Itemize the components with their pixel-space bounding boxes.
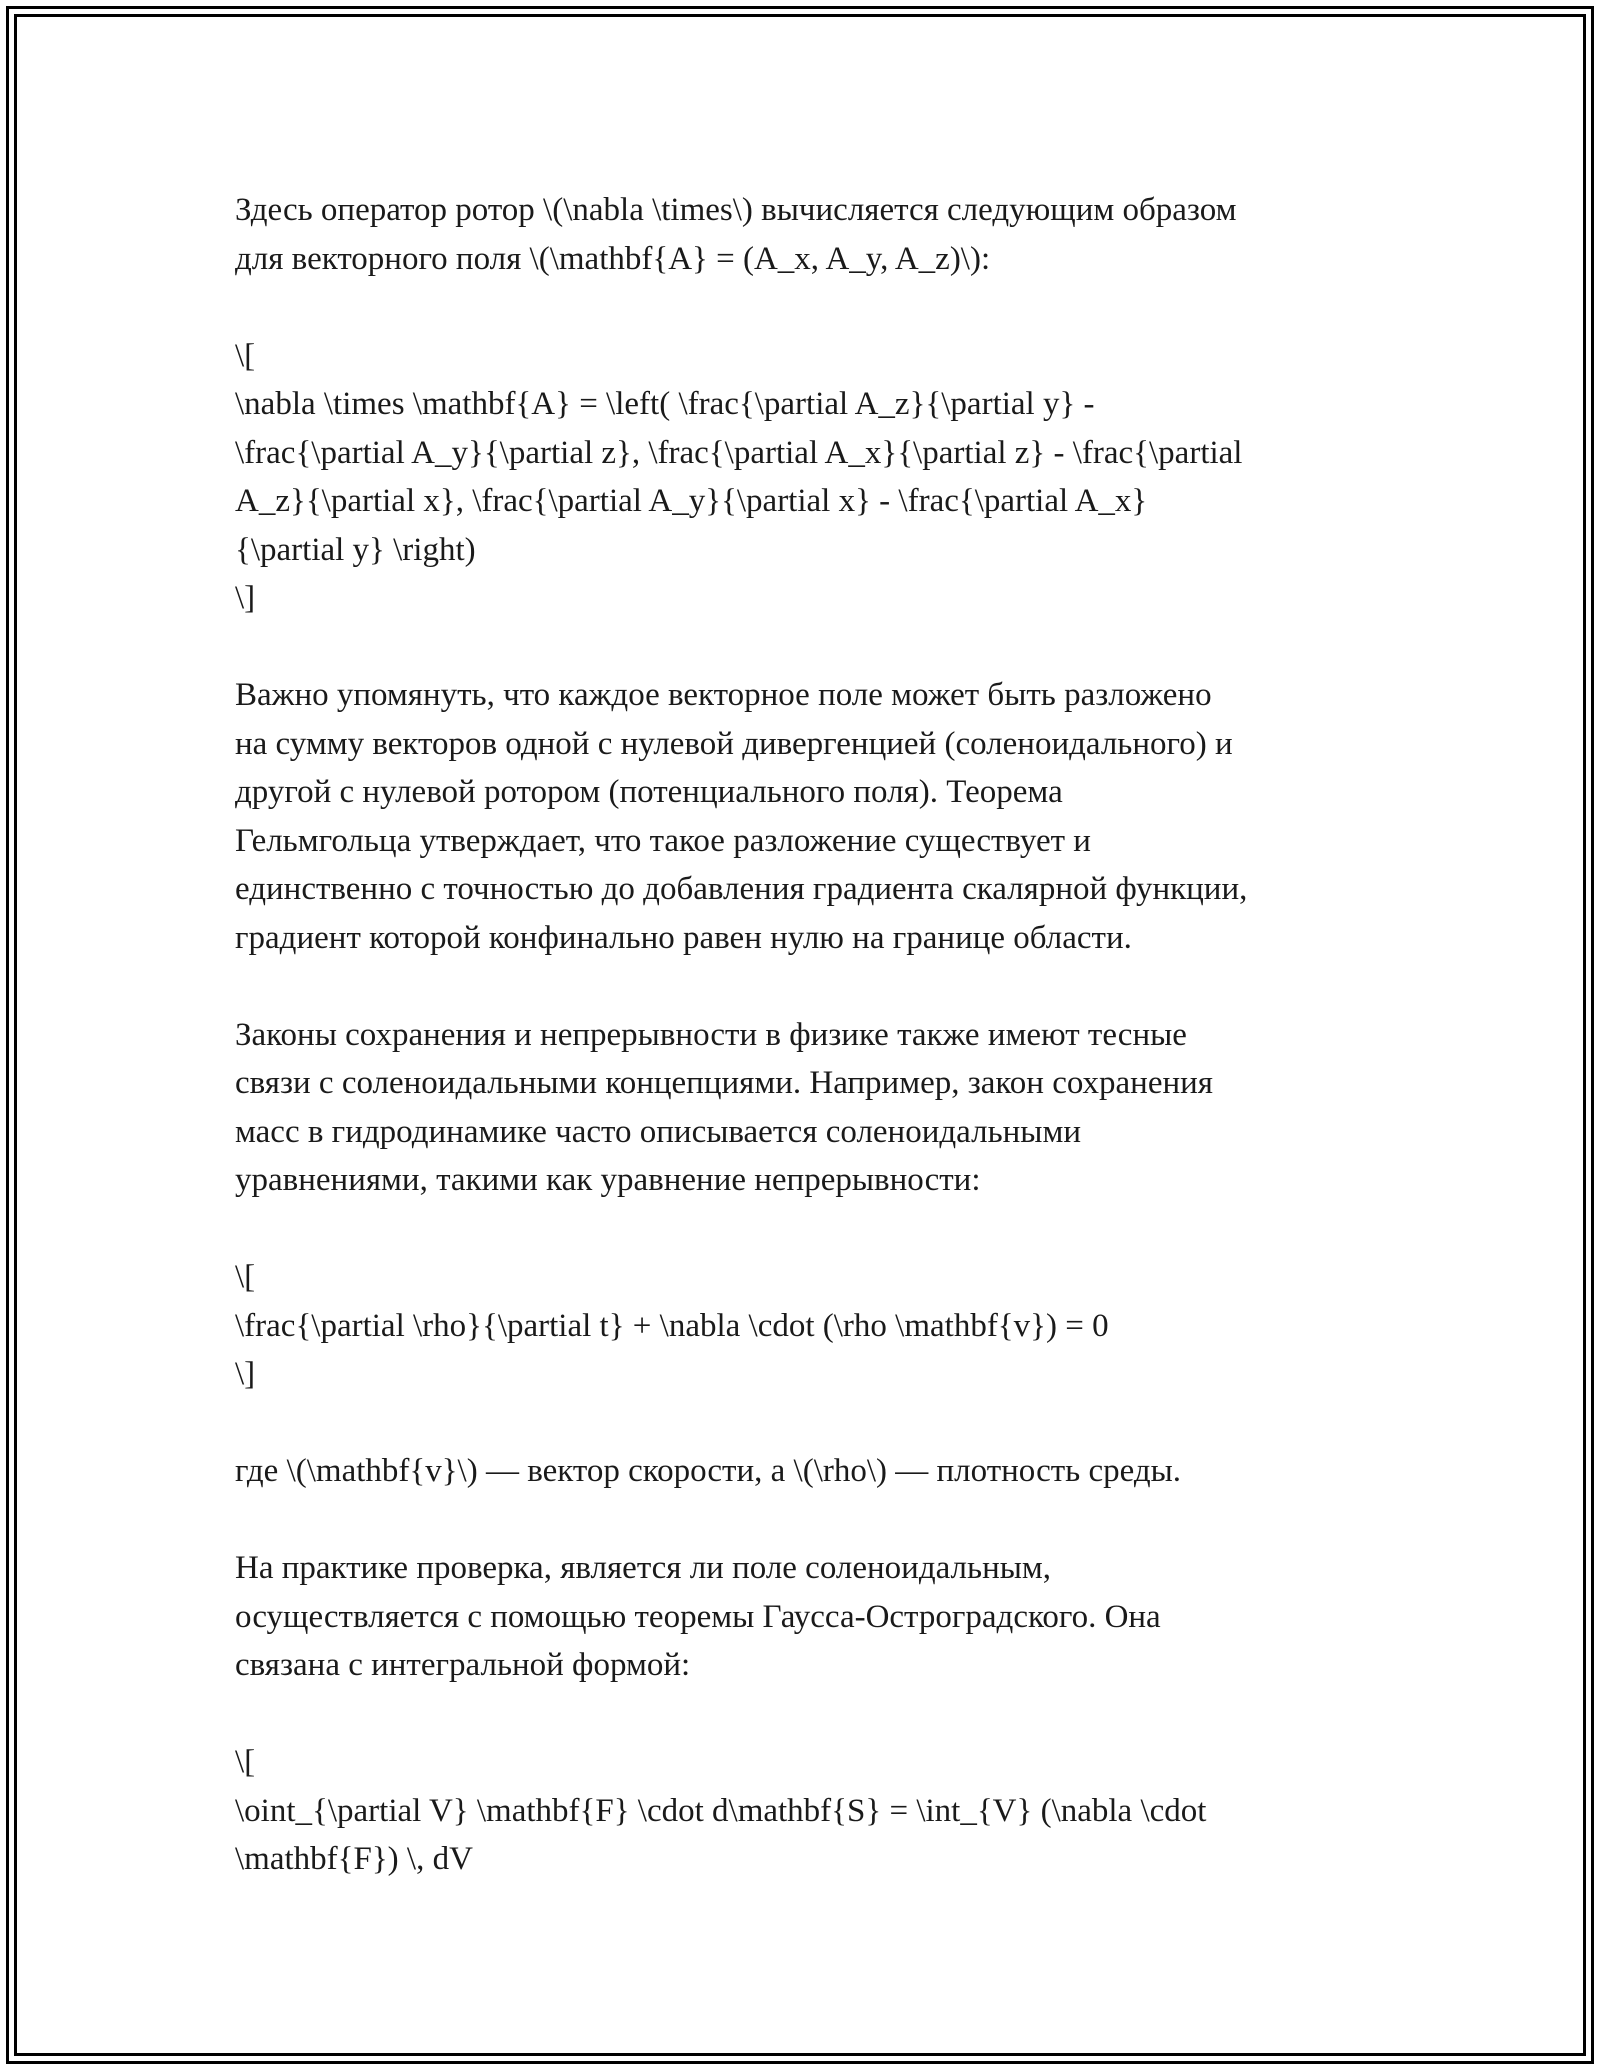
paragraph	[235, 671, 1375, 962]
text-line: уравнениями, такими как уравнение непрерывности:	[235, 1162, 981, 1198]
text-line: для векторного поля \(\mathbf{A} = (A_x, A_y, A_z)\):	[235, 240, 991, 277]
equation-line: \]	[235, 580, 256, 616]
equation-line: \[	[235, 1259, 256, 1295]
text-line: на сумму векторов одной с нулевой дивергенцией (соленоидального) и	[235, 725, 1233, 762]
text-line: другой с нулевой ротором (потенциального поля). Теорема	[235, 774, 1063, 810]
text-line: Важно упомянуть, что каждое векторное поле может быть разложено	[235, 677, 1212, 713]
text-line: связана с интегральной формой:	[235, 1647, 691, 1683]
text-line: масс в гидродинамике часто описывается соленоидальными	[235, 1113, 1081, 1150]
text-line: Гельмгольца утверждает, что такое разложение существует и	[235, 822, 1091, 859]
text-line: где \(\mathbf{v}\) — вектор скорости, а \(\rho\) — плотность среды.	[235, 1453, 1182, 1489]
equation-block	[235, 1253, 1375, 1399]
equation-line: \]	[235, 1356, 256, 1392]
text-line: осуществляется с помощью теоремы Гаусса-Остроградского. Она	[235, 1598, 1161, 1635]
equation-line: {\partial y} \right)	[235, 531, 476, 568]
equation-line: \[	[235, 337, 256, 374]
paragraph	[235, 1011, 1375, 1205]
equation-line: \nabla \times \mathbf{A} = \left( \frac{\partial A_z}{\partial y} -	[235, 386, 1095, 422]
text-line: связи с соленоидальными концепциями. Например, закон сохранения	[235, 1065, 1213, 1101]
text-line: Здесь оператор ротор \(\nabla \times\) вычисляется следующим образом	[235, 192, 1237, 228]
equation-block	[235, 1738, 1375, 1884]
equation-line: \[	[235, 1744, 256, 1780]
text-line: На практике проверка, является ли поле соленоидальным,	[235, 1550, 1052, 1586]
text-line: единственно с точностью до добавления градиента скалярной функции,	[235, 871, 1248, 907]
text-line: градиент которой конфинально равен нулю на границе области.	[235, 919, 1132, 956]
equation-line: \oint_{\partial V} \mathbf{F} \cdot d\mathbf{S} = \int_{V} (\nabla \cdot	[235, 1792, 1207, 1829]
equation-line: \mathbf{F}) \, dV	[235, 1841, 473, 1877]
text-line: Законы сохранения и непрерывности в физике также имеют тесные	[235, 1016, 1187, 1053]
equation-line: \frac{\partial \rho}{\partial t} + \nabla \cdot (\rho \mathbf{v}) = 0	[235, 1307, 1109, 1344]
equation-block	[235, 332, 1375, 623]
paragraph	[235, 186, 1375, 283]
document-body	[235, 186, 1375, 1932]
paragraph	[235, 1447, 1375, 1496]
equation-line: \frac{\partial A_y}{\partial z}, \frac{\partial A_x}{\partial z} - \frac{\partial	[235, 434, 1243, 471]
paragraph	[235, 1544, 1375, 1690]
equation-line: A_z}{\partial x}, \frac{\partial A_y}{\partial x} - \frac{\partial A_x}	[235, 483, 1148, 519]
